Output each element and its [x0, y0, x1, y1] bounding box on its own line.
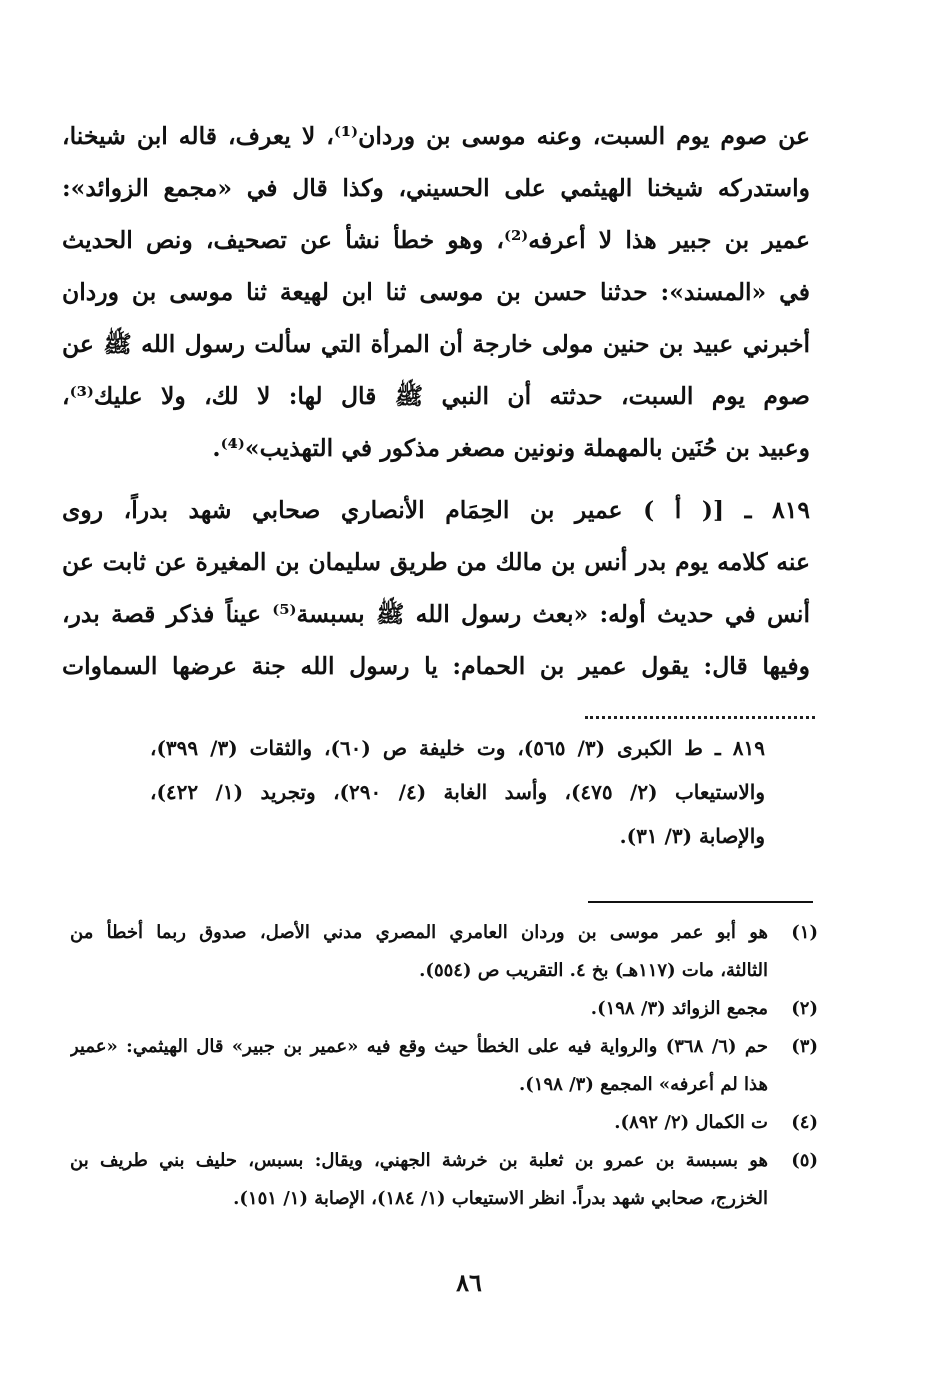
- footnote-line: حم (٦/ ٣٦٨) والرواية فيه على الخطأ حيث وقع فيه «عمير بن جبير» قال الهيثمي: «عمير: [70, 1036, 768, 1057]
- footnote-4: [70, 1104, 818, 1142]
- entry-sources: [150, 726, 765, 858]
- source-line: ٨١٩ ـ ط الكبرى (٣/ ٥٦٥)، وت خليفة ص (٦٠)، والثقات (٣/ ٣٩٩)،: [150, 736, 765, 760]
- text-line: في «المسند»: حدثنا حسن بن موسى ثنا ابن لهيعة ثنا موسى بن وردان: [62, 278, 810, 306]
- footnote-line: هو بسبسة بن عمرو بن ثعلبة بن خرشة الجهني، ويقال: بسبس، حليف بني طريف بن: [70, 1150, 768, 1171]
- source-line: والإصابة (٣/ ٣١).: [619, 824, 765, 848]
- footnote-1: [70, 914, 818, 990]
- paragraph-gap: [62, 474, 810, 484]
- text-line: أخبرني عبيد بن حنين مولى خارجة أن المرأة التي سألت رسول الله ﷺ عن: [62, 330, 810, 358]
- footnote-rule: [588, 901, 813, 903]
- entry-line: أنس في حديث أوله: «بعث رسول الله ﷺ بسبسة⁽⁵⁾ عيناً فذكر قصة بدر،: [62, 600, 810, 628]
- text-line: وعبيد بن حُنَين بالمهملة ونونين مصغر مذكور في التهذيب»⁽⁴⁾.: [212, 434, 810, 462]
- text-line: واستدركه شيخنا الهيثمي على الحسيني، وكذا قال في «مجمع الزوائد»:: [62, 174, 810, 202]
- footnote-number: (٣): [791, 1036, 818, 1057]
- footnote-body: [70, 1142, 768, 1218]
- footnote-line: هو أبو عمر موسى بن وردان العامري المصري مدني الأصل، صدوق ربما أخطأ من: [70, 922, 768, 943]
- entry-line: ٨١٩ ـ [( أ ) عمير بن الحِمَام الأنصاري صحابي شهد بدراً، روى: [62, 496, 810, 524]
- footnote-number: (٢): [791, 998, 818, 1019]
- footnote-line: مجمع الزوائد (٣/ ١٩٨).: [590, 998, 768, 1019]
- text-line: عن صوم يوم السبت، وعنه موسى بن وردان⁽¹⁾، لا يعرف، قاله ابن شيخنا،: [62, 122, 810, 150]
- footnote-body: [70, 1028, 768, 1104]
- main-text: [62, 110, 810, 692]
- entry-line: وفيها قال: يقول عمير بن الحمام: يا رسول الله جنة عرضها السماوات: [62, 652, 810, 680]
- footnote-body: [70, 990, 768, 1028]
- footnote-number: (٤): [791, 1112, 818, 1133]
- footnote-line: الثالثة، مات (١١٧هـ) بخ ٤. التقريب ص (٥٥٤).: [419, 960, 768, 981]
- footnote-line: هذا لم أعرفه» المجمع (٣/ ١٩٨).: [519, 1074, 768, 1095]
- footnote-line: ت الكمال (٢/ ٨٩٢).: [614, 1112, 768, 1133]
- dotted-separator: [585, 716, 815, 719]
- footnote-5: [70, 1142, 818, 1218]
- footnote-body: [70, 1104, 768, 1142]
- text-line: صوم يوم السبت، حدثته أن النبي ﷺ قال لها: لا لك، ولا عليك⁽³⁾،: [62, 382, 810, 410]
- footnote-2: [70, 990, 818, 1028]
- entry-line: عنه كلامه يوم بدر أنس بن مالك من طريق سليمان بن المغيرة عن ثابت عن: [62, 548, 810, 576]
- page-number: ٨٦: [456, 1268, 482, 1297]
- footnote-3: [70, 1028, 818, 1104]
- footnote-number: (٥): [791, 1150, 818, 1171]
- footnotes: [70, 914, 818, 1218]
- footnote-line: الخزرج، صحابي شهد بدراً. انظر الاستيعاب (١/ ١٨٤)، الإصابة (١/ ١٥١).: [233, 1188, 768, 1209]
- footnote-body: [70, 914, 768, 990]
- source-line: والاستيعاب (٢/ ٤٧٥)، وأسد الغابة (٤/ ٢٩٠)، وتجريد (١/ ٤٢٢)،: [150, 780, 765, 804]
- footnote-number: (١): [791, 922, 818, 943]
- text-line: عمير بن جبير هذا لا أعرفه⁽²⁾، وهو خطأ نشأ عن تصحيف، ونص الحديث: [62, 226, 810, 254]
